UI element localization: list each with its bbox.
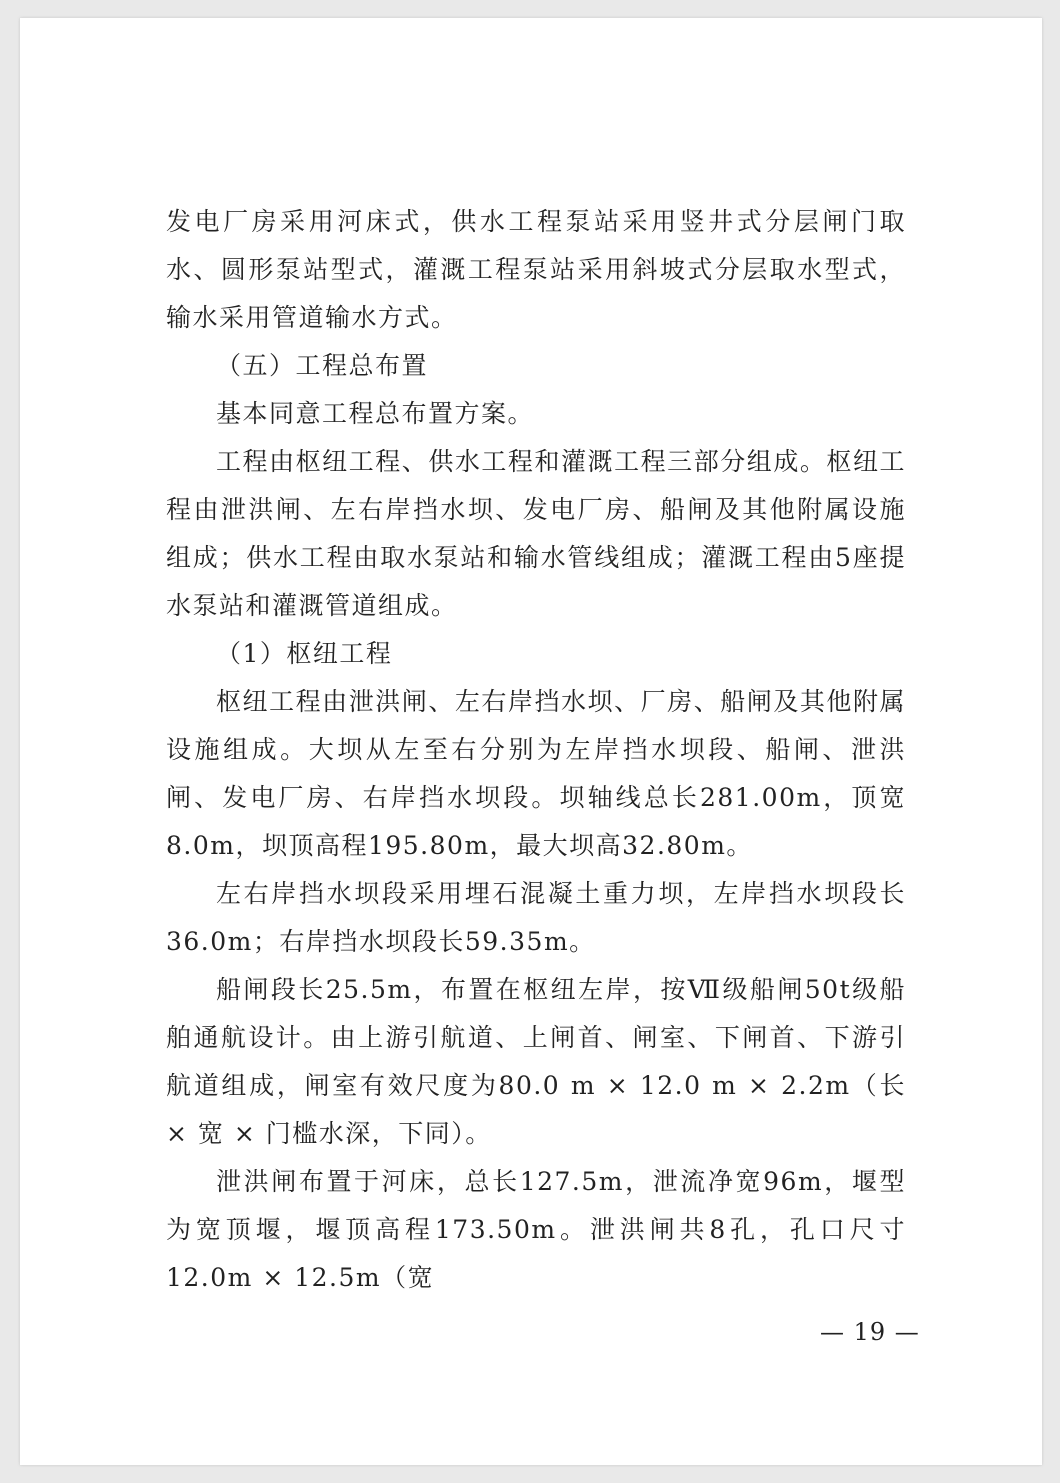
paragraph-composition: 工程由枢纽工程、供水工程和灌溉工程三部分组成。枢纽工程由泄洪闸、左右岸挡水坝、发电厂房、船闸及其他附属设施组成；供水工程由取水泵站和输水管线组成；灌溉工程由5座提水泵站和灌溉管道组成。 [166, 447, 906, 620]
paragraph-continuation: 发电厂房采用河床式，供水工程泵站采用竖井式分层闸门取水、圆形泵站型式，灌溉工程泵站采用斜坡式分层取水型式，输水采用管道输水方式。 [166, 207, 906, 332]
document-page [20, 18, 1042, 1465]
paragraph-shiplock: 船闸段长25.5m，布置在枢纽左岸，按Ⅶ级船闸50t级船舶通航设计。由上游引航道、上闸首、闸室、下闸首、下游引航道组成，闸室有效尺度为80.0 m × 12.0 m × 2.2m（长 × 宽 × 门槛水深，下同）。 [166, 975, 906, 1148]
paragraph-hub: 枢纽工程由泄洪闸、左右岸挡水坝、厂房、船闸及其他附属设施组成。大坝从左至右分别为左岸挡水坝段、船闸、泄洪闸、发电厂房、右岸挡水坝段。坝轴线总长281.00m，顶宽8.0m，坝顶高程195.80m，最大坝高32.80m。 [166, 687, 906, 860]
paragraph-approval: 基本同意工程总布置方案。 [216, 399, 535, 428]
paragraph-dam: 左右岸挡水坝段采用埋石混凝土重力坝，左岸挡水坝段长36.0m；右岸挡水坝段长59.35m。 [166, 879, 906, 956]
document-body [166, 198, 906, 1302]
paragraph-sluice: 泄洪闸布置于河床，总长127.5m，泄流净宽96m，堰型为宽顶堰，堰顶高程173.50m。泄洪闸共8孔，孔口尺寸12.0m × 12.5m（宽 [166, 1167, 906, 1292]
section-heading-5: （五）工程总布置 [216, 351, 429, 380]
subsection-heading-1: （1）枢纽工程 [216, 639, 393, 668]
page-number: — 19 — [820, 1318, 920, 1346]
